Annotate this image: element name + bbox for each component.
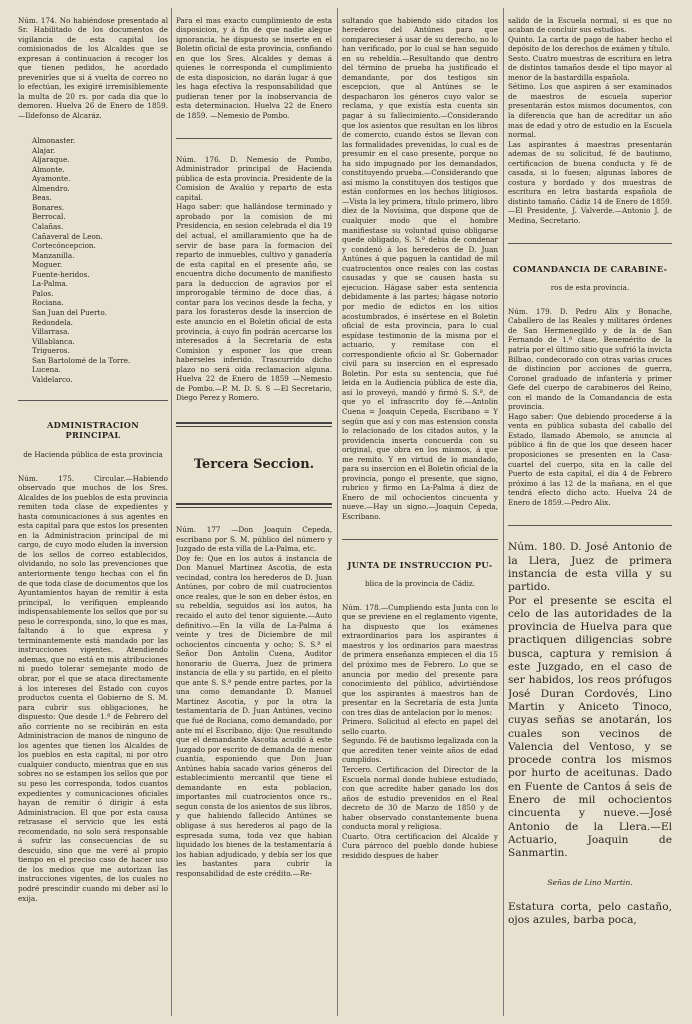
subheading-junta: blica de la provincia de Cádiz. (365, 579, 475, 589)
heading-comandancia: COMANDANCIA DE CARABINE- (512, 263, 668, 274)
notice-177: Núm. 177 —Don Joaquin Cepeda, escribano por S. M. público del número y Juzgado de esta villa de La-Palma, etc. Doy fe: Que en los autos á instancia de Don Manuel Martinez Ascotia, de esta vecindad, contra los herederos de D. Juan Antúnes, por cobro de mil cuatrocientos once reales, que le son en deber éstos, en su rebeldía, seguidos así los autos, ha recaido el auto del tenor siguiente.—Auto definitivo.—En la villa de La-Palma á veinte y tres de Diciembre de mil ochocientos cincuenta y ocho; S. S.ª el Señor Don Antolin Cuena, Auditor honorario de Guerra, Juez de primera instancia de ella y su partido, en el pleito que ante S. S.ª pende entre partes, por la una como demandante D. Manuel Martinez Ascotia, y por la otra la testamentaría de D. Juan Antúnes, vecino que fué de Rociana, como demandado, por ante mí el Escribano, dijo: Que resultando que el demandante Ascotia acudió á este Juzgado por escrito de demanda de menor cuantía, esponiendo que Don Juan Antúnes había sacado varios géneros del establecimiento mercantil que tiene el demandante en esta poblacion, importantes mil cuatrocientos once rs., segun consta de los asientos de sus libros, y que habiendo fallecido Antúnes se obligase á sus herederos al pago de la espresada suma, toda vez que habian liquidado los bienes de la testamentaría á los habian adjudicado, y debía ser los que les bastantes para cubrir la responsabilidad de este crédito.—Re- (176, 525, 332, 878)
column-rule (337, 8, 338, 1016)
notice-176: Núm. 176. D. Nemesio de Pombo, Administrador principal de Hacienda pública de esta provincia. Presidente de la Comision de Avalúo y reparto de esta capital. Hago saber: que hallándose terminado y aprobado por la comision de mi Presidencia, en sesion celebrada el dia 19 del actual, el amillaramiento que ha de servir de base para la formacion del reparto de inmuebles, cultivo y ganadería de esta capital en el presente año, se encuentra dicho documento de manifiesto para la deduccion de agravios por el improrogable término de doce dias, á contar para los vecinos desde la fecha, y para los forasteros desde la insercion de este anuncio en el Boletin oficial de esta provincia, á cuyo fin podrán acercarse los interesados á la Secretaría de esta Comision y esponer los que crean haberseles inferido. Trascurrido dicho plazo no será oida reclamacion alguna. Huelva 22 de Enero de 1859 —Nemesio de Pombo.—P. M. D. S. S —El Secretario, Diego Perez y Romero. (176, 154, 332, 403)
double-divider (176, 503, 332, 508)
column-rule (171, 8, 172, 1016)
notice-174: Núm. 174. No habiéndose presentado al Sr. Habilitado de los documentos de vigilancia de esta capital los comisionados de los Alcaldes que se expresan á continuacion á recoger los que tienen pedidos, he acordado prevenirles que si á vuelta de correo no lo efectúan, les exigiré irremisiblemente la multa de 20 rs. por cada dia que lo demoren. Huelva 26 de Enero de 1859. —Ildefonso de Alcaráz. (18, 15, 168, 121)
signs-text: Estatura corta, pelo castaño, ojos azules, barba poca, (508, 901, 672, 927)
signs-heading: Señas de Lino Martin. (547, 878, 633, 888)
notice-175-continued: Para el mas exacto cumplimiento de esta disposicion, y á fin de que nadie alegue ignorancia, he dispuesto se inserte en el Boletin oficial de esta provincia, confiando en que los Sres. Alcaldes y demas á quienes le corresponda el cumplimiento de esta disposicion, no darán lugar á que les haga efectiva la responsabilidad que pudieran tener por la inobservancia de esta determinacion. Huelva 22 de Enero de 1859. —Nemesio de Pombo. (176, 15, 332, 121)
notice-180: Núm. 180. D. José Antonio de la Llera, Juez de primera instancia de esta villa y su partido. Por el presente se escita el celo de las autoridades de la provincia de Huelva para que practiquen diligencias sobre busca, captura y remision á este Juzgado, en el caso de ser habidos, los reos prófugos José Duran Cordovés, Lino Martin y Aniceto Tinoco, cuyas señas se anotarán, los cuales son vecinos de Valencia del Ventoso, y se procede contra los mismos por hurto de aceitunas. Dado en Fuente de Cantos á seis de Enero de mil ochocientos cincuenta y nueve.—José Antonio de la Llera.—El Actuario, Joaquin de Sanmartin. (508, 541, 672, 860)
divider (18, 400, 168, 401)
notice-175: Núm. 175. Circular.—Habiendo observado que muchos de los Sres. Alcaldes de los pueblos de esta provincia remiten toda clase de expedientes y hasta comunicaciones á sus agentes en esta capital para que estos los presenten en la Administracion principal de mi cargo, de cuyo modo eluden la inversion de los sellos de correo establecidos, olvidando, no solo las prevenciones que anteriormente tengo hechas con el fin de que toda clase de documentos que los Ayuntamientos hayan de remitir á esta principal, lo verifiquen empleando indispensablemente los sellos que por su peso le corresponda, sino, lo que es mas, faltando á lo que expresa y terminantemente está mandado por las instrucciones vigentes. Atendiendo ademas, que no está en mis atribuciones ni puedo tolerar semejante modo de obrar, por el que se ataca directamente á los intereses del Estado con cuyos productos cuenta el Gobierno de S. M. para cubrir sus obligaciones, he dispuesto: Que desde 1.º de Febrero del año corriente no se recibirán en esta Administracion de manos de ninguno de los agentes que tienen los Alcaldes de los pueblos en esta capital, ni por otro cualquier conducto, mientras que en sus sobres no se estampen los sellos que por su peso les corresponda, todos cuantos expedientes y comunicaciones oficiales hayan de remitir ó dirigir á esta Administracion. El que por esta causa retrasase el servicio que les está recomendado, no solo será responsable á sufrir las consecuencias de su descuido, sino que me veré al propio tiempo en el preciso caso de hacer uso de los medios que me autorizan las instrucciones vigentes, de los cuales no podré prescindir cuando mi deber así lo exija. (18, 473, 168, 903)
column-3 (342, 6, 498, 1018)
column-rule (503, 8, 504, 1016)
notice-179: Núm. 179. D. Pedro Alix y Bonache, Caballero de las Reales y militares órdenes de San Hermenegildo y de la de San Fernando de 1.ª clase, Benemérito de la patria por el último sitio que sufrió la invicta Bilbao, condecorado con otras varias cruces de distincion por acciones de guerra, Coronel graduado de infantería y primer Gefe del cuerpo de carabineros del Reino, con el mando de la Comandancia de esta provincia. Hago saber: Que debiendo procederse á la venta en pública subasta del caballo del Estado, llamado Abemolo, se anuncia al público á fin de que los que deseen hacer proposiciones se presenten en la Casa-cuartel del cuerpo, sita en la calle del Puerto de esta capital, el dia 4 de Febrero próximo á las 12 de la mañana, en el que tendrá efecto dicho acto. Huelva 24 de Enero de 1859.—Pedro Alix. (508, 306, 672, 507)
heading-junta: JUNTA DE INSTRUCCION PU- (347, 559, 493, 570)
column-1 (18, 6, 168, 1018)
divider (508, 525, 672, 526)
column-2 (176, 6, 332, 1018)
notice-178-continued: salido de la Escuela normal, si es que no acaban de concluir sus estudios. Quinto. La carta de pago de haber hecho el depósito de los derechos de exámen y título. Sesto. Cuatro muestras de escritura en letra de distintos tamaños desde el tipo mayor al menor de la bastardilla española. Sétimo. Los que aspiren á ser examinados de maestros de escuela superior presentarán estos mismos documentos, con la diferencia que han de acreditar un año mas de edad y otro de estudio en la Escuela normal. Las aspirantes á maestras presentarán ademas de su solicitud, fé de bautismo, certificacion de buena conducta y fé de casada, si lo fuesen; algunas labores de costura y bordado y dos muestras de escritura en letra bastarda española de distinto tamaño. Cádiz 14 de Enero de 1859.—El Presidente, J. Valverde.—Antonio J. de Medina, Secretario. (508, 15, 672, 226)
heading-administracion: ADMINISTRACION PRINCIPAL (47, 420, 139, 441)
notice-177-continued: sultando que habiendo sido citados los herederos del Antúnes para que comparecieser á usar de su derecho, no lo han verificado, por lo cual se han seguido en su rebeldía.—Resultando que dentro del término de prueba ha justificado el demandante, por dos testigos sin escepcion, que al Antúnes se le despacharon los géneros cuyo valor se reclama, y que existía esta cuenta sin pagar á su fallecimiento.—Considerando que los asientos que resultan en los libros de comercio, cuando éstos se llevan con las formalidades prevenidas, lo cual es de presumir en el caso presente, porque no ha sido impugnado por los demandados, constituyendo prueba.—Considerando que así mismo la constituyen dos testigos que están conformes en los hechos litigiosos.—Vista la ley primera, título primero, libro diez de la Novísima, que dispone que de cualquier modo que el hombre manifiestase su voluntad quiso obligarse quede obligado, S. S.ª debia de condenar y condenó á los herederos de D. Juan Antúnes á que paguen la cantidad de mil cuatrocientos once reales con las costas causadas y que se causen hasta su ejecucion. Hágase saber esta sentencia debidamente á las partes; hágase notorio por medio de edictos en los sitios acostumbrados, é insértese en el Boletin oficial de esta provincia, para lo cual espídase testimonio de la misma por el actuario, y remítase con el correspondiente oficio al Sr. Gobernador civil para su insercion en el espresado Boletin. Por esta su sentencia, que fué leida en la Audiencia pública de este dia, así lo proveyó, mandó y firmó S. S.ª, de que yo el infrascrito doy fé.—Antolin Cuena = Joaquin Cepeda, Escribano = Y según que así y con mas estension consta lo relacionado de los citados autos, y la providencia inserta concuerda con su original, que obra en los mismos, á que me remito. Y en virtud de lo mandado, para su insercion en el Boletin oficial de la provincia, pongo el presente, que signo, rubrico y firmo en La-Palma á diez de Enero de mil ochocientos cincuenta y nueve.—Hay un signo.—Joaquin Cepeda, Escribano. (342, 15, 498, 521)
double-divider (176, 422, 332, 427)
subheading-comandancia: ros de esta provincia. (550, 283, 630, 293)
town-list: Almonaster. Alajar. Aljaraque. Almonte. Ayamonte. Almendro. Beas. Bonares. Berrocal. Calañas. Cañaveral de Leon. Cortecóncepcion. Manzanilla. Moguer. Fuente-heridos. La-Palma. Palos. Rociana. San Juan del Puerto. Redondela. Villarrasa. Villablanca. Trigueros. San Bartolomé de la Torre. Lucena. Valdelarco. (32, 136, 131, 384)
divider (342, 539, 498, 540)
divider (508, 243, 672, 244)
divider (176, 138, 332, 139)
column-4 (508, 6, 672, 1018)
subheading-administracion: de Hacienda pública de esta provincia (23, 449, 163, 459)
section-title: Tercera Seccion. (193, 456, 315, 472)
notice-178: Núm. 178.—Cumpliendo esta Junta con lo que se previene en el reglamento vigente, ha dispuesto que los exámenes extraordinarios para los aspirantes á maestros y los ordinarios para maestras de primera enseñanza empiecen el dia 15 del próximo mes de Febrero. Lo que se anuncia por medio del presente para conocimiento del público, advirtiéndose que los aspirantes á maestros han de presentar en la Secretaría de esta Junta con tres dias de antelacion por lo menos: Primero. Solicitud al efecto en papel del sello cuarto. Segundo. Fé de bautismo legalizada con la que acrediten tener veinte años de edad cumplidos. Tercero. Certificacion del Director de la Escuela normal donde hubiese estudiado, con que acredite haber ganado los dos años de estudio prevenidos en el Real decreto de 30 de Marzo de 1850 y de haber observado constantemente buena conducta moral y religiosa. Cuarto. Otra certificacion del Alcalde y Cura párroco del pueblo donde hubiese residido despues de haber (342, 602, 498, 860)
